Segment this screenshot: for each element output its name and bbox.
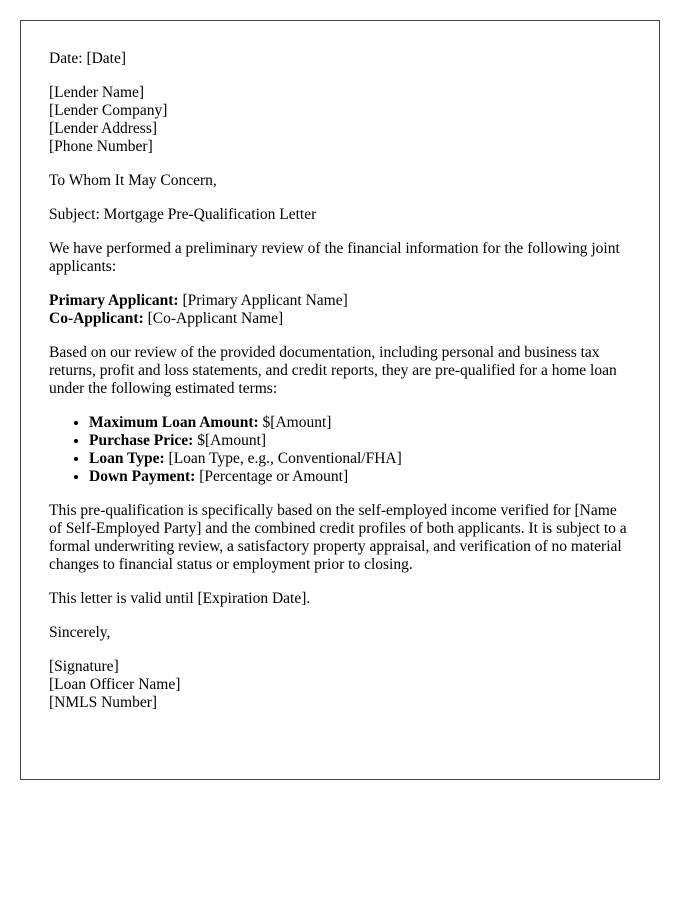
term-value: [Percentage or Amount] bbox=[195, 468, 349, 485]
intro-paragraph: We have performed a preliminary review of the financial information for the following joint applicants: bbox=[49, 240, 620, 275]
signature-block bbox=[49, 658, 631, 712]
term-value: $[Amount] bbox=[258, 414, 332, 431]
term-value: $[Amount] bbox=[193, 432, 267, 449]
primary-applicant-line bbox=[49, 292, 631, 310]
lender-name: [Lender Name] bbox=[49, 84, 145, 101]
conditions-paragraph: This pre-qualification is specifically based on the self-employed income verified for [Name of Self-Employed Party] and the combined credit profiles of both applicants. It is subject to a formal underwriting review, a satisfactory property appraisal, and verification of no material changes to financial status or employment prior to closing. bbox=[49, 502, 627, 573]
term-item-purchase-price bbox=[89, 432, 631, 450]
signature-placeholder: [Signature] bbox=[49, 658, 119, 675]
review-paragraph: Based on our review of the provided documentation, including personal and business tax returns, profit and loss statements, and credit reports, they are pre-qualified for a home loan under the following estimated terms: bbox=[49, 344, 617, 397]
primary-applicant-value: [Primary Applicant Name] bbox=[178, 292, 348, 309]
subject-line: Subject: Mortgage Pre-Qualification Letter bbox=[49, 206, 317, 223]
term-label: Down Payment: bbox=[89, 468, 196, 485]
co-applicant-line bbox=[49, 310, 631, 328]
term-label: Loan Type: bbox=[89, 450, 165, 467]
nmls-number: [NMLS Number] bbox=[49, 694, 158, 711]
term-label: Purchase Price: bbox=[89, 432, 194, 449]
validity-line: This letter is valid until [Expiration Date]. bbox=[49, 590, 311, 607]
date-line: Date: [Date] bbox=[49, 50, 127, 67]
term-item-down-payment bbox=[89, 468, 631, 486]
loan-terms-list bbox=[49, 414, 631, 486]
term-item-max-loan bbox=[89, 414, 631, 432]
salutation: To Whom It May Concern, bbox=[49, 172, 217, 189]
lender-company: [Lender Company] bbox=[49, 102, 168, 119]
term-item-loan-type bbox=[89, 450, 631, 468]
term-label: Maximum Loan Amount: bbox=[89, 414, 259, 431]
applicants-block bbox=[49, 292, 631, 328]
lender-address: [Lender Address] bbox=[49, 120, 158, 137]
lender-block bbox=[49, 84, 631, 156]
pre-qualification-letter bbox=[20, 20, 660, 780]
loan-officer-name: [Loan Officer Name] bbox=[49, 676, 181, 693]
primary-applicant-label: Primary Applicant: bbox=[49, 292, 179, 309]
closing-line: Sincerely, bbox=[49, 624, 111, 641]
co-applicant-label: Co-Applicant: bbox=[49, 310, 144, 327]
lender-phone: [Phone Number] bbox=[49, 138, 153, 155]
co-applicant-value: [Co-Applicant Name] bbox=[143, 310, 284, 327]
term-value: [Loan Type, e.g., Conventional/FHA] bbox=[164, 450, 402, 467]
